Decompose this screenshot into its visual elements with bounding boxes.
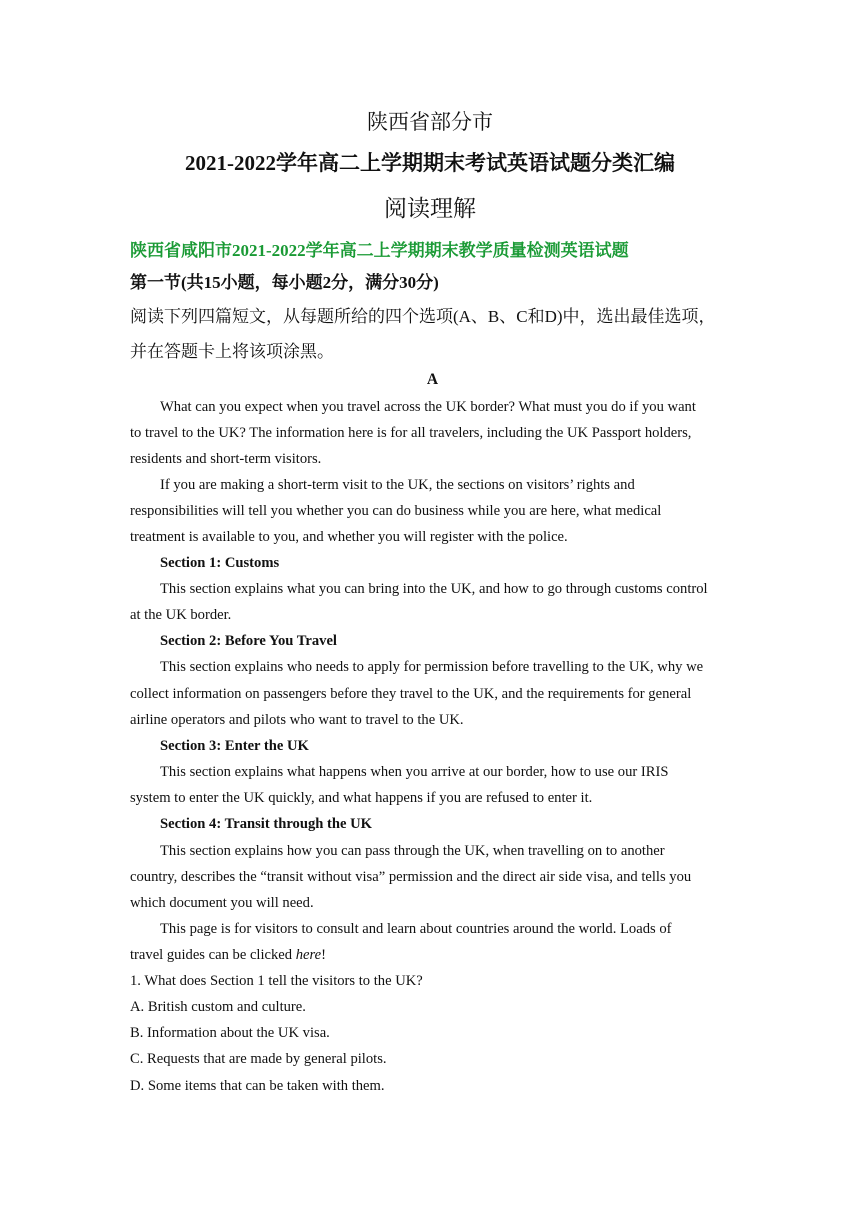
passage-label: A [426,371,439,388]
paragraph-1-line-1: What can you expect when you travel across the UK border? What must you do if you want [160,399,696,415]
section-3-line-1: This section explains what happens when you arrive at our border, how to use our IRIS [160,764,669,780]
section-heading: 阅读理解 [384,196,476,221]
province-heading: 陕西省部分市 [367,110,493,134]
option-b: B. Information about the UK visa. [130,1025,330,1041]
section-2-line-3: airline operators and pilots who want to travel to the UK. [130,712,464,728]
instructions-line-2: 并在答题卡上将该项涂黑。 [130,342,334,361]
closing-end: ! [321,947,326,963]
paragraph-1-line-2: to travel to the UK? The information here is for all travelers, including the UK Passport holders, [130,425,692,441]
section-4-line-3: which document you will need. [130,895,314,911]
section-3-line-2: system to enter the UK quickly, and what happens if you are refused to enter it. [130,790,593,806]
paragraph-2-line-3: treatment is available to you, and whether you will register with the police. [130,529,568,545]
section-1-line-1: This section explains what you can bring into the UK, and how to go through customs control [160,581,708,597]
closing-line-2 [130,947,735,964]
section-2-line-2: collect information on passengers before they travel to the UK, and the requirements for general [130,686,692,702]
section-4-title: Section 4: Transit through the UK [160,816,373,832]
section-2-line-1: This section explains who needs to apply for permission before travelling to the UK, why we [160,659,704,675]
closing-text: travel guides can be clicked [130,947,296,963]
section-3-title: Section 3: Enter the UK [160,738,309,754]
section-info: 第一节(共15小题，每小题2分，满分30分) [130,273,439,292]
section-1-title: Section 1: Customs [160,555,280,571]
section-4-line-1: This section explains how you can pass through the UK, when travelling on to another [160,843,665,859]
option-a: A. British custom and culture. [130,999,306,1015]
section-2-title: Section 2: Before You Travel [160,633,337,649]
option-c: C. Requests that are made by general pilots. [130,1051,387,1067]
paragraph-1-line-3: residents and short-term visitors. [130,451,322,467]
here-link[interactable]: here [295,947,322,963]
section-1-line-2: at the UK border. [130,607,232,623]
closing-line-1: This page is for visitors to consult and learn about countries around the world. Loads of [160,921,672,937]
paragraph-2-line-2: responsibilities will tell you whether you can do business while you are here, what medical [130,503,662,519]
instructions-line-1: 阅读下列四篇短文，从每题所给的四个选项(A、B、C和D)中，选出最佳选项， [130,307,716,326]
option-d: D. Some items that can be taken with them. [130,1078,385,1094]
source-title: 陕西省咸阳市2021-2022学年高二上学期期末教学质量检测英语试题 [130,241,629,260]
document-title: 2021-2022学年高二上学期期末考试英语试题分类汇编 [185,151,675,175]
section-4-line-2: country, describes the “transit without visa” permission and the direct air side visa, and tells you [130,869,692,885]
question-stem: 1. What does Section 1 tell the visitors to the UK? [130,973,423,989]
paragraph-2-line-1: If you are making a short-term visit to the UK, the sections on visitors’ rights and [160,477,635,493]
